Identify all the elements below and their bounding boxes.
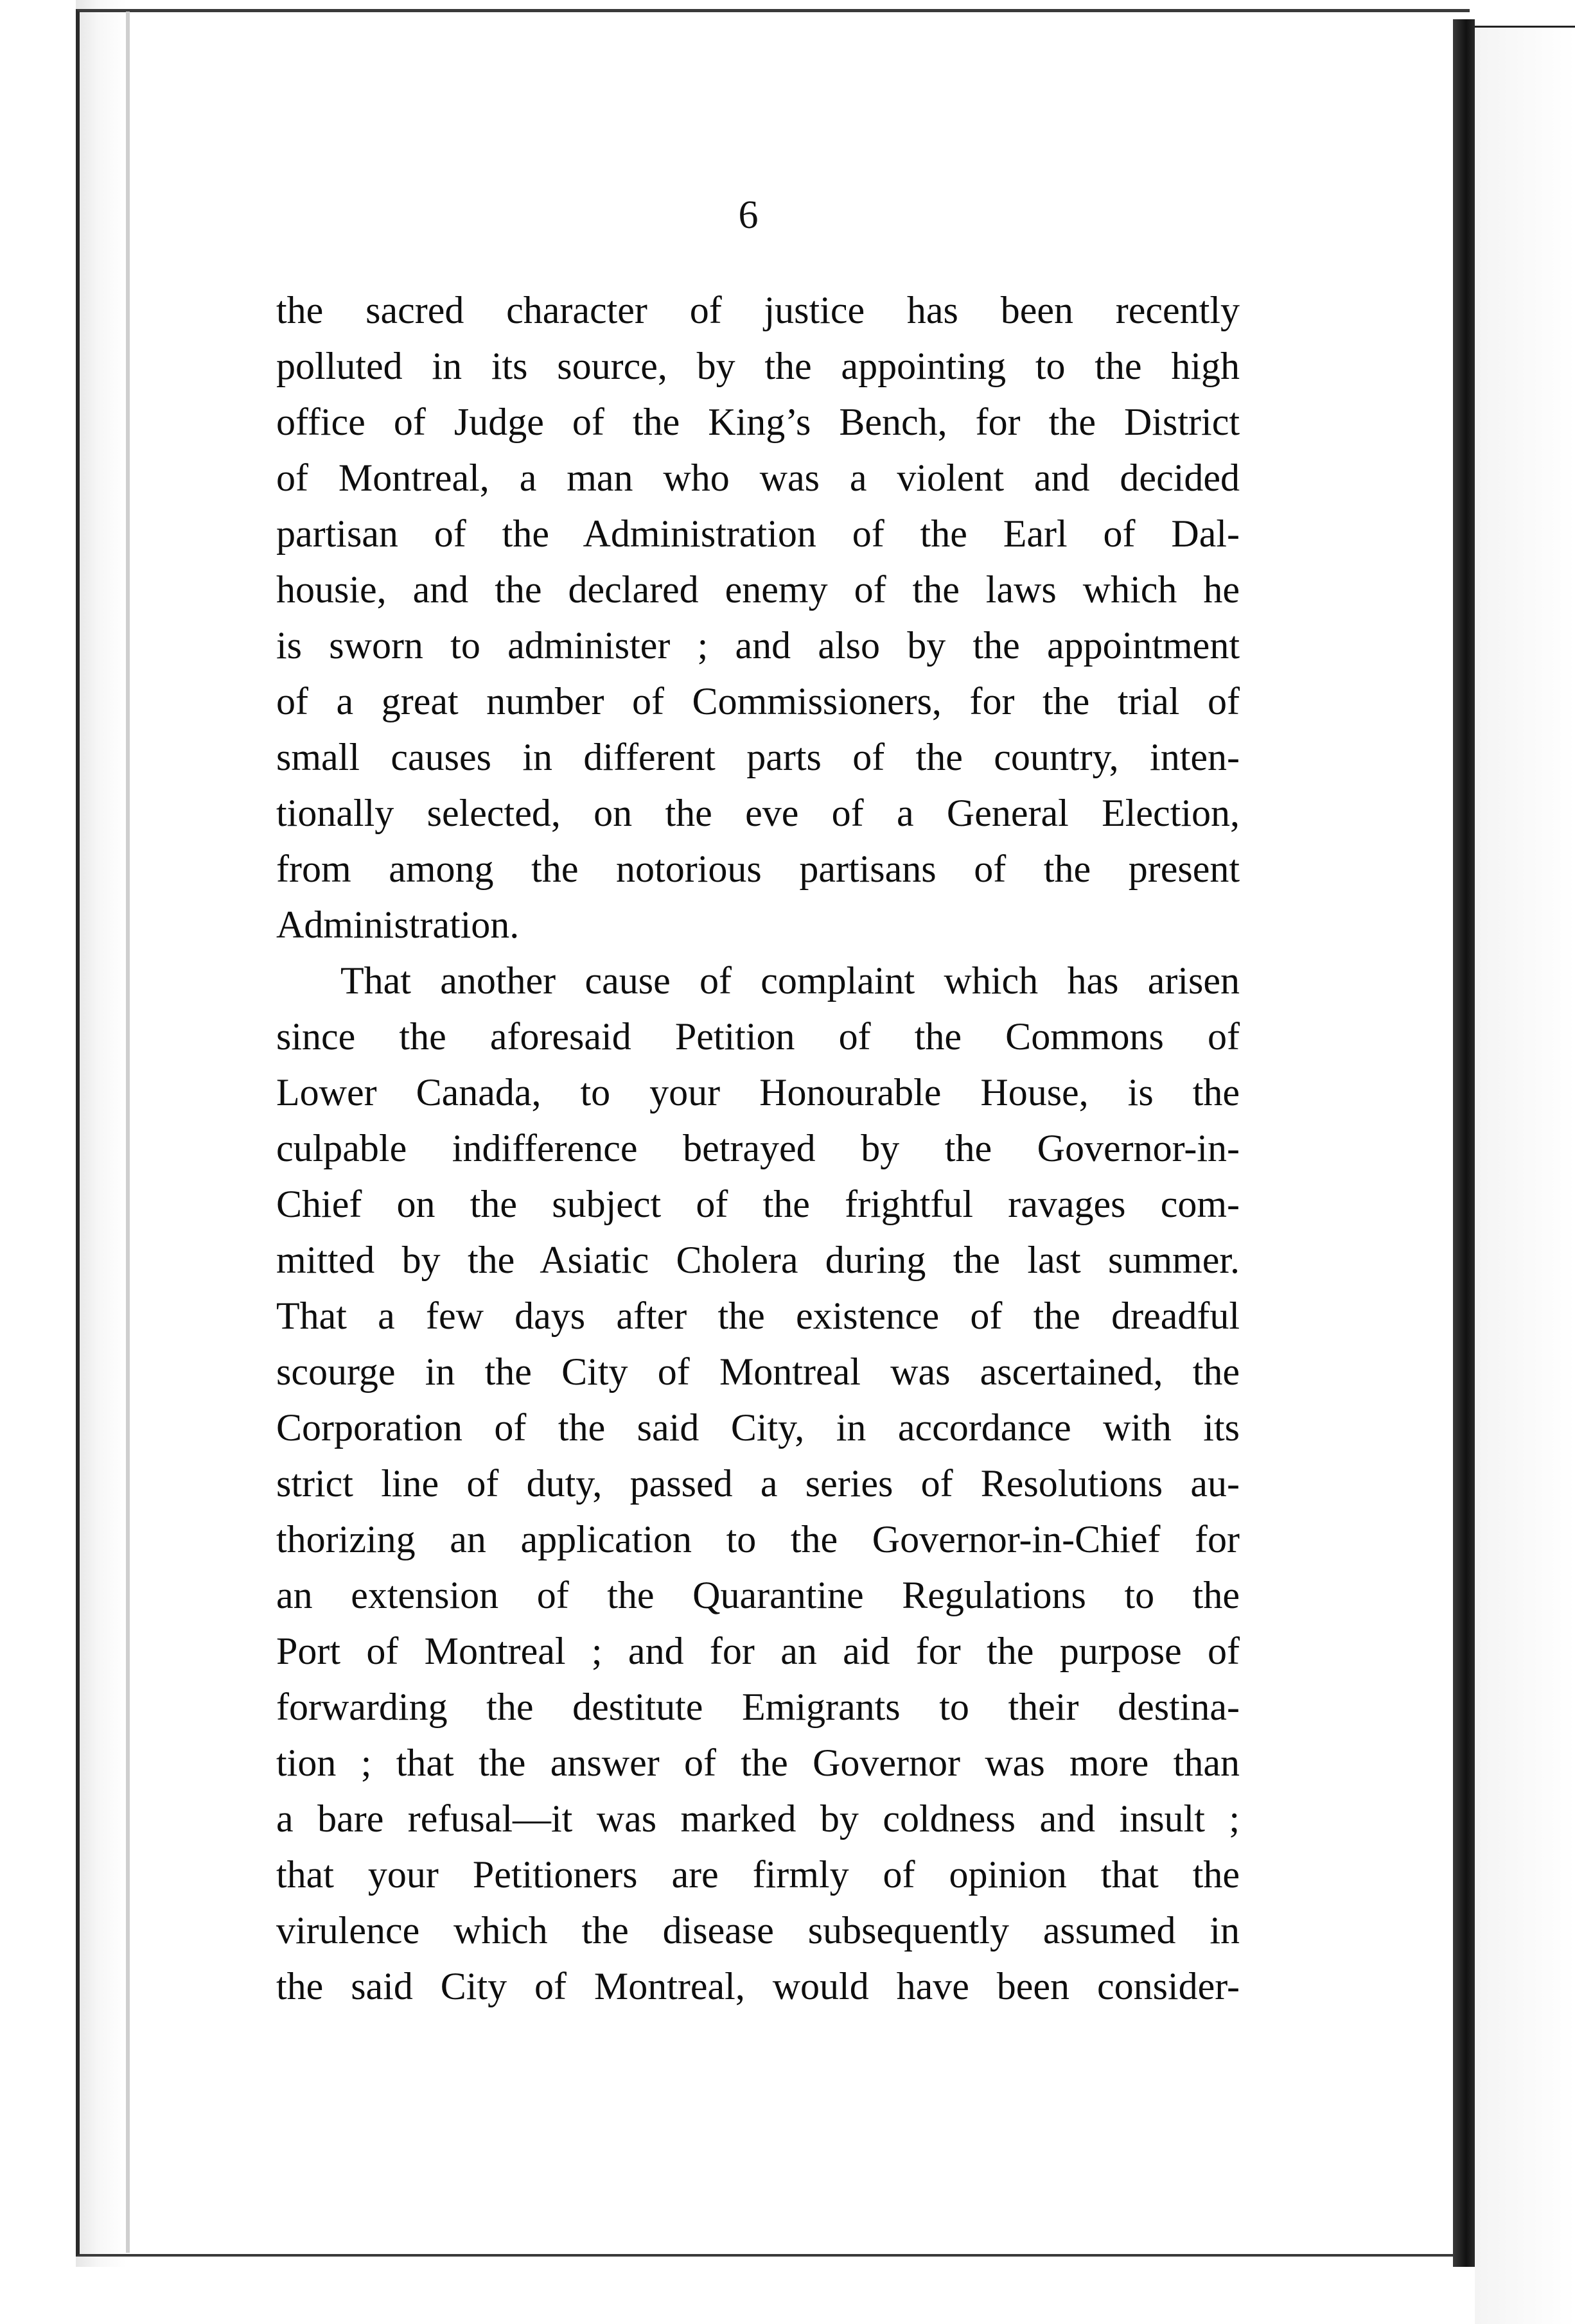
text-line: since the aforesaid Petition of the Commons of: [276, 1015, 1240, 1058]
text-line: of Montreal, a man who was a violent and decided: [276, 457, 1240, 499]
text-line: forwarding the destitute Emigrants to their destina-: [276, 1686, 1240, 1728]
adjacent-page-edge: [1475, 26, 1575, 2324]
page-number: 6: [738, 193, 759, 237]
text-line: Chief on the subject of the frightful ravages com-: [276, 1183, 1240, 1225]
text-line: virulence which the disease subsequently assumed in: [276, 1909, 1240, 1952]
text-line: housie, and the declared enemy of the laws which he: [276, 568, 1240, 611]
text-line: a bare refusal—it was marked by coldness and insult ;: [276, 1797, 1240, 1840]
text-line: office of Judge of the King’s Bench, for the District: [276, 401, 1240, 443]
body-text: [276, 283, 1240, 2014]
text-line: of a great number of Commissioners, for the trial of: [276, 680, 1240, 722]
text-line: an extension of the Quarantine Regulations to the: [276, 1574, 1240, 1616]
text-line: partisan of the Administration of the Earl of Dal-: [276, 512, 1240, 555]
text-line: culpable indifference betrayed by the Governor-in-: [276, 1127, 1240, 1169]
text-line: scourge in the City of Montreal was ascertained, the: [276, 1350, 1240, 1393]
text-line-paragraph-start: That another cause of complaint which has arisen: [340, 959, 1240, 1002]
page-inner-edge: [126, 12, 130, 2253]
text-line: thorizing an application to the Governor-in-Chief for: [276, 1518, 1240, 1560]
text-line: Corporation of the said City, in accordance with its: [276, 1406, 1240, 1449]
text-line: small causes in different parts of the country, inten-: [276, 736, 1240, 778]
text-line: strict line of duty, passed a series of Resolutions au-: [276, 1462, 1240, 1505]
text-line: polluted in its source, by the appointing to the high: [276, 345, 1240, 387]
text-line: mitted by the Asiatic Cholera during the last summer.: [276, 1239, 1240, 1281]
text-line: That a few days after the existence of the dreadful: [276, 1295, 1240, 1337]
text-line: tionally selected, on the eve of a General Election,: [276, 792, 1240, 834]
text-line: from among the notorious partisans of the present: [276, 848, 1240, 890]
text-line: Administration.: [276, 904, 520, 946]
text-line: the sacred character of justice has been recently: [276, 289, 1240, 331]
text-line: Port of Montreal ; and for an aid for the purpose of: [276, 1630, 1240, 1672]
book-gutter: [1453, 19, 1475, 2267]
text-line: Lower Canada, to your Honourable House, is the: [276, 1071, 1240, 1114]
text-line: the said City of Montreal, would have been consider-: [276, 1965, 1240, 2007]
text-line: is sworn to administer ; and also by the appointment: [276, 624, 1240, 667]
text-line: that your Petitioners are firmly of opinion that the: [276, 1853, 1240, 1896]
text-line: tion ; that the answer of the Governor was more than: [276, 1742, 1240, 1784]
